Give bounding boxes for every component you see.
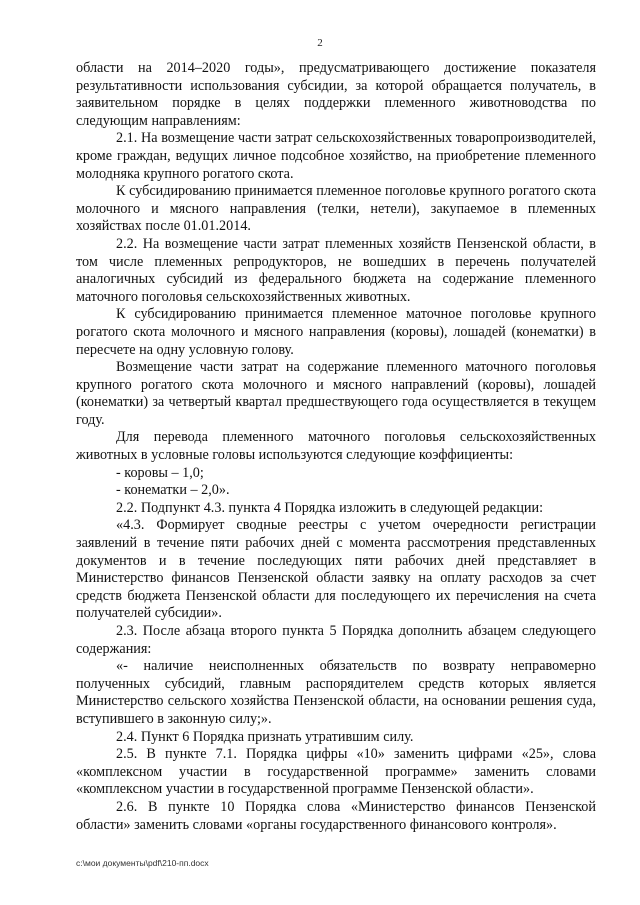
paragraph: Возмещение части затрат на содержание племенного маточного поголовья крупного рогатого скота молочного и мясного направлений (коровы), лошадей (конематки) за четвертый квартал предшествующего года осуществляется в текущем году. (76, 359, 596, 428)
paragraph: 2.5. В пункте 7.1. Порядка цифры «10» заменить цифрами «25», слова «комплексном участии в государственной программе» заменить словами «комплексном участии в государственной программе Пензенской области». (76, 746, 596, 798)
paragraph: Для перевода племенного маточного поголовья сельскохозяйственных животных в условные головы используются следующие коэффициенты: (76, 429, 596, 464)
paragraph: «4.3. Формирует сводные реестры с учетом очередности регистрации заявлений в течение пяти рабочих дней с момента рассмотрения представленных документов и в течение последующих пяти рабочих дней представляет в Министерство финансов Пензенской области заявку на оплату расходов за счет средств бюджета Пензенской области для последующего их перечисления на счета получателей субсидии». (76, 517, 596, 622)
paragraph: 2.3. После абзаца второго пункта 5 Порядка дополнить абзацем следующего содержания: (76, 623, 596, 657)
paragraph: «- наличие неисполненных обязательств по возврату неправомерно полученных субсидий, главным распорядителем средств которых является Министерство сельского хозяйства Пензенской области, на основании решения суда, вступившего в законную силу;». (76, 658, 596, 727)
paragraph: - коровы – 1,0; (116, 464, 204, 481)
paragraph: области на 2014–2020 годы», предусматривающего достижение показателя результативности использования субсидии, за которой обращается получатель, в заявительном порядке в целях поддержки племенного животноводства по следующим направлениям: (76, 60, 596, 129)
paragraph: 2.1. На возмещение части затрат сельскохозяйственных товаропроизводителей, кроме граждан, ведущих личное подсобное хозяйство, на приобретение племенного молодняка крупного рогатого скота. (76, 130, 596, 182)
paragraph: 2.6. В пункте 10 Порядка слова «Министерство финансов Пензенской области» заменить словами «органы государственного финансового контроля». (76, 798, 596, 833)
paragraph: К субсидированию принимается племенное поголовье крупного рогатого скота молочного и мясного направления (телки, нетели), закупаемое в племенных хозяйствах после 01.01.2014. (76, 183, 596, 235)
paragraph: 2.2. На возмещение части затрат племенных хозяйств Пензенской области, в том числе племенных репродукторов, не вошедших в перечень получателей аналогичных субсидий из федерального бюджета на содержание племенного маточного поголовья сельскохозяйственных животных. (76, 235, 596, 305)
paragraph: - конематки – 2,0». (116, 482, 230, 499)
paragraph: 2.2. Подпункт 4.3. пункта 4 Порядка изложить в следующей редакции: (116, 499, 544, 516)
paragraph: К субсидированию принимается племенное маточное поголовье крупного рогатого скота молочного и мясного направления (коровы), лошадей (конематки) в пересчете на одну условную голову. (76, 306, 596, 358)
document-body (76, 60, 596, 834)
footer-file-path: c:\мои документы\pdf\210-пп.docx (76, 858, 209, 868)
paragraph: 2.4. Пункт 6 Порядка признать утратившим силу. (116, 728, 414, 745)
page-number: 2 (317, 37, 323, 49)
